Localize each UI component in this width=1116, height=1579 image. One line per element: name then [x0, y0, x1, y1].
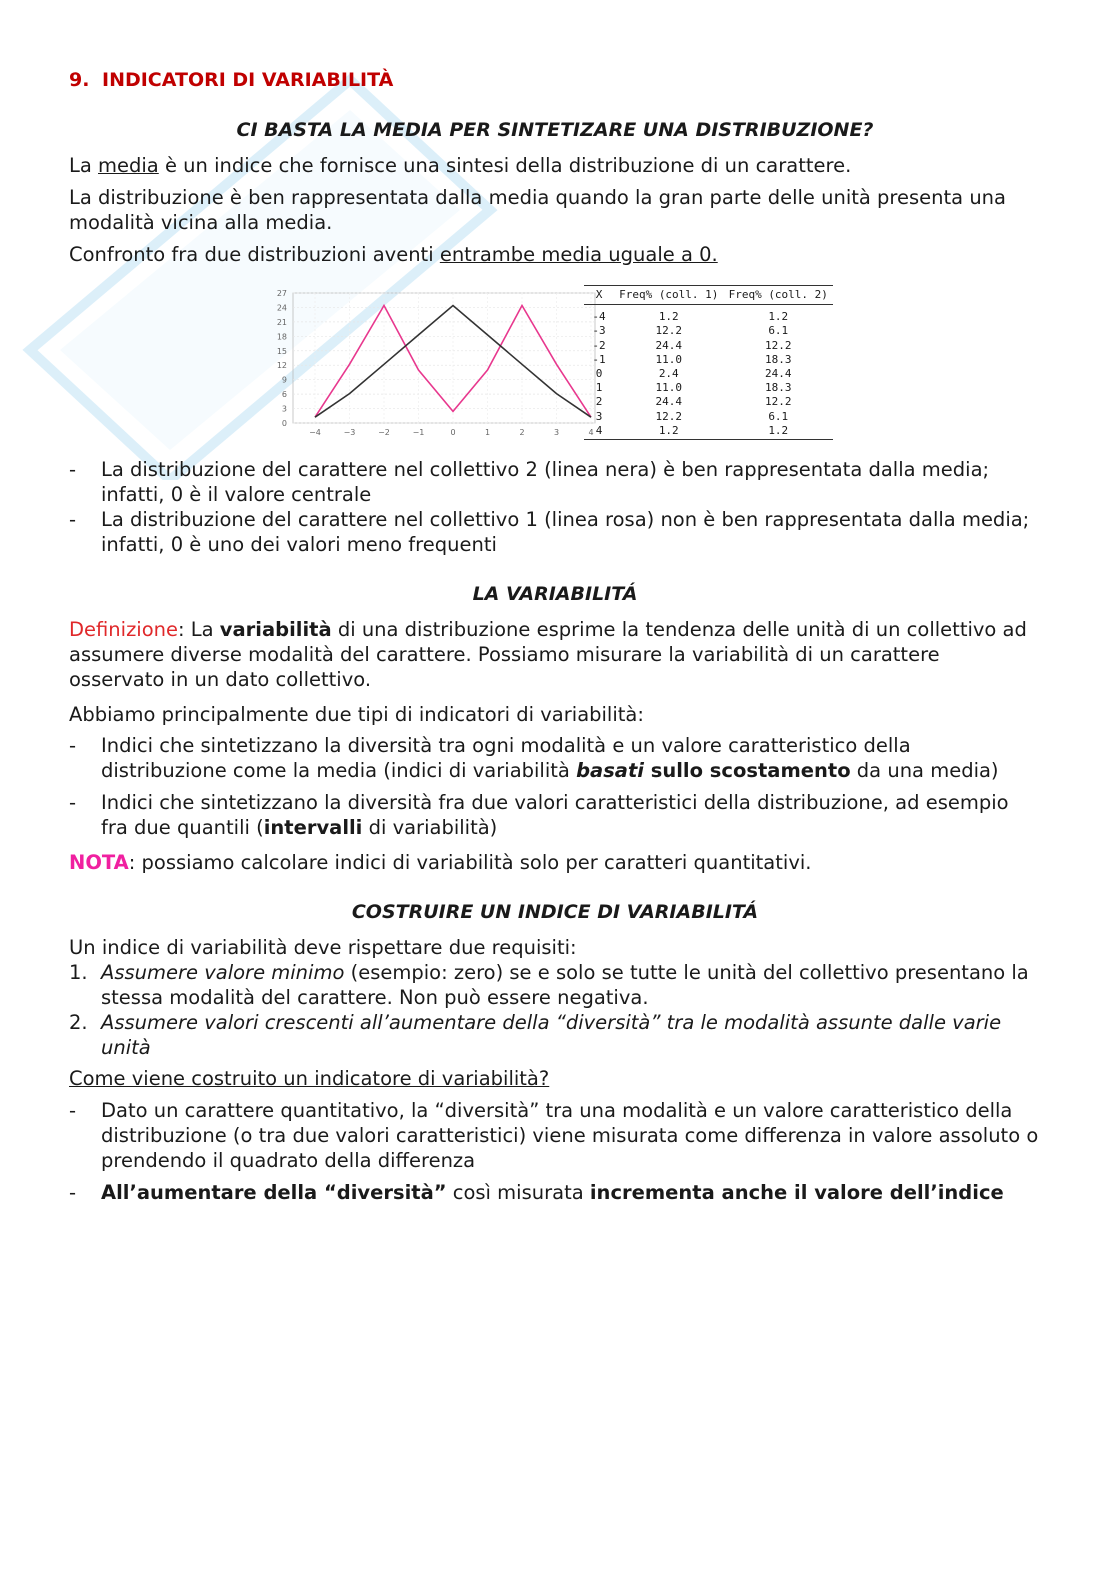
table-cell: 2.4: [658, 367, 679, 381]
frequency-line-chart: [275, 287, 597, 447]
x-tick-label: 3: [553, 428, 560, 437]
table-cell: 0: [595, 367, 603, 381]
table-header-coll2: Freq% (coll. 2): [724, 286, 834, 305]
list-item: 2. Assumere valori crescenti all’aumentare della “diversità” tra le modalità assunte dalle varie unità: [69, 1011, 1002, 1059]
y-tick-label: 6: [281, 390, 287, 400]
y-tick-label: 24: [276, 303, 287, 313]
y-tick-label: 15: [276, 346, 287, 356]
section-title-variabilita: LA VARIABILITÁ: [472, 583, 638, 605]
table-cell: 18.3: [765, 352, 792, 366]
paragraph-requisiti: Un indice di variabilità deve rispettare due requisiti:: [69, 936, 577, 959]
table-cell: -1: [592, 352, 606, 366]
table-cell: 6.1: [768, 324, 789, 338]
y-tick-label: 0: [281, 419, 287, 428]
x-tick-label: 2: [519, 428, 525, 437]
table-cell: 12.2: [655, 324, 682, 338]
section-title-costruire: COSTRUIRE UN INDICE DI VARIABILITÁ: [351, 901, 759, 923]
list-item: - Indici che sintetizzano la diversità fra due valori caratteristici della distribuzione, ad esempio fra due quantili (intervalli di variabilità): [69, 791, 1009, 839]
y-tick-label: 9: [281, 375, 287, 385]
table-row: [584, 339, 833, 353]
x-tick-label: −4: [309, 428, 321, 437]
table-cell: 6.1: [768, 409, 789, 423]
table-row: [584, 395, 833, 409]
table-cell: 11.0: [655, 352, 682, 366]
y-tick-label: 18: [276, 332, 287, 342]
table-cell: -4: [592, 310, 606, 324]
table-header-x: X: [584, 286, 614, 305]
figure-comparison: [69, 273, 1041, 451]
list-item: 1. Assumere valore minimo (esempio: zero) se e solo se tutte le unità del collettivo presentano la stessa modalità del carattere. Non può essere negativa.: [69, 961, 1029, 1009]
table-row: [584, 424, 833, 440]
x-tick-label: 1: [484, 428, 491, 437]
definition-paragraph: Definizione: La variabilità di una distribuzione esprime la tendenza delle unità di un collettivo ad assumere diverse modalità del carattere. Possiamo misurare la variabilità di un carattere osservato in un dato collettivo.: [69, 618, 1027, 691]
table-row: [584, 353, 833, 367]
y-tick-label: 27: [276, 289, 287, 298]
table-row: [584, 410, 833, 424]
x-tick-label: 4: [588, 428, 594, 437]
media-link-text: media: [98, 154, 159, 177]
list-item: - La distribuzione del carattere nel collettivo 2 (linea nera) è ben rappresentata dalla media; infatti, 0 è il valore centrale: [69, 458, 990, 506]
paragraph-tipi: Abbiamo principalmente due tipi di indicatori di variabilità:: [69, 703, 644, 726]
paragraph-rappresentata: La distribuzione è ben rappresentata dalla media quando la gran parte delle unità presenta una modalità vicina alla media.: [69, 186, 1006, 234]
table-cell: 12.2: [765, 338, 792, 352]
table-cell: -2: [592, 338, 606, 352]
chapter-title: INDICATORI DI VARIABILITÀ: [102, 69, 394, 91]
table-cell: 4: [584, 424, 614, 440]
table-cell: 1.2: [658, 310, 679, 324]
table-cell: 12.2: [765, 395, 792, 409]
question-heading: Come viene costruito un indicatore di variabilità?: [69, 1067, 550, 1090]
table-row: [584, 324, 833, 338]
table-cell: 3: [595, 409, 603, 423]
definition-label: Definizione: [69, 618, 179, 641]
list-item: - All’aumentare della “diversità” così misurata incrementa anche il valore dell’indice: [69, 1181, 1004, 1204]
chapter-heading: [69, 68, 1041, 93]
table-cell: -3: [592, 324, 606, 338]
table-cell: 1.2: [724, 424, 834, 440]
y-tick-label: 21: [276, 317, 287, 327]
table-cell: 1.2: [614, 424, 724, 440]
chapter-number: 9.: [69, 69, 90, 91]
table-cell: 24.4: [655, 395, 682, 409]
x-tick-label: −3: [343, 428, 356, 437]
frequency-table: [584, 285, 833, 440]
table-cell: 1.2: [768, 310, 789, 324]
paragraph-confronto: Confronto fra due distribuzioni aventi entrambe media uguale a 0.: [69, 243, 718, 266]
table-header-row: [584, 286, 833, 305]
table-row: [584, 367, 833, 381]
nota-paragraph: NOTA: possiamo calcolare indici di variabilità solo per caratteri quantitativi.: [69, 851, 812, 874]
list-item: - La distribuzione del carattere nel collettivo 1 (linea rosa) non è ben rappresentata dalla media; infatti, 0 è uno dei valori meno frequenti: [69, 508, 1030, 556]
table-cell: 12.2: [655, 409, 682, 423]
nota-label: NOTA: [69, 851, 129, 874]
x-tick-label: −1: [412, 428, 425, 437]
table-header-coll1: Freq% (coll. 1): [614, 286, 724, 305]
table-cell: 11.0: [655, 381, 682, 395]
paragraph-media: La media è un indice che fornisce una sintesi della distribuzione di un carattere.: [69, 154, 852, 177]
x-tick-label: 0: [450, 428, 456, 437]
y-tick-label: 12: [276, 361, 287, 371]
table-cell: 24.4: [765, 367, 792, 381]
section-title-media: CI BASTA LA MEDIA PER SINTETIZARE UNA DISTRIBUZIONE?: [236, 119, 874, 141]
table-cell: 24.4: [655, 338, 682, 352]
table-cell: 18.3: [765, 381, 792, 395]
x-tick-label: −2: [378, 428, 390, 437]
y-tick-label: 3: [281, 404, 287, 414]
table-cell: 1: [595, 381, 603, 395]
table-row: [584, 305, 833, 325]
list-item: - Indici che sintetizzano la diversità tra ogni modalità e un valore caratteristico della distribuzione come la media (indici di variabilità basati sullo scostamento da una media): [69, 734, 999, 782]
table-cell: 2: [595, 395, 603, 409]
table-row: [584, 381, 833, 395]
list-item: - Dato un carattere quantitativo, la “diversità” tra una modalità e un valore caratteristico della distribuzione (o tra due valori caratteristici) viene misurata come differenza in valore assoluto o prendendo il quadrato della differenza: [69, 1099, 1039, 1172]
